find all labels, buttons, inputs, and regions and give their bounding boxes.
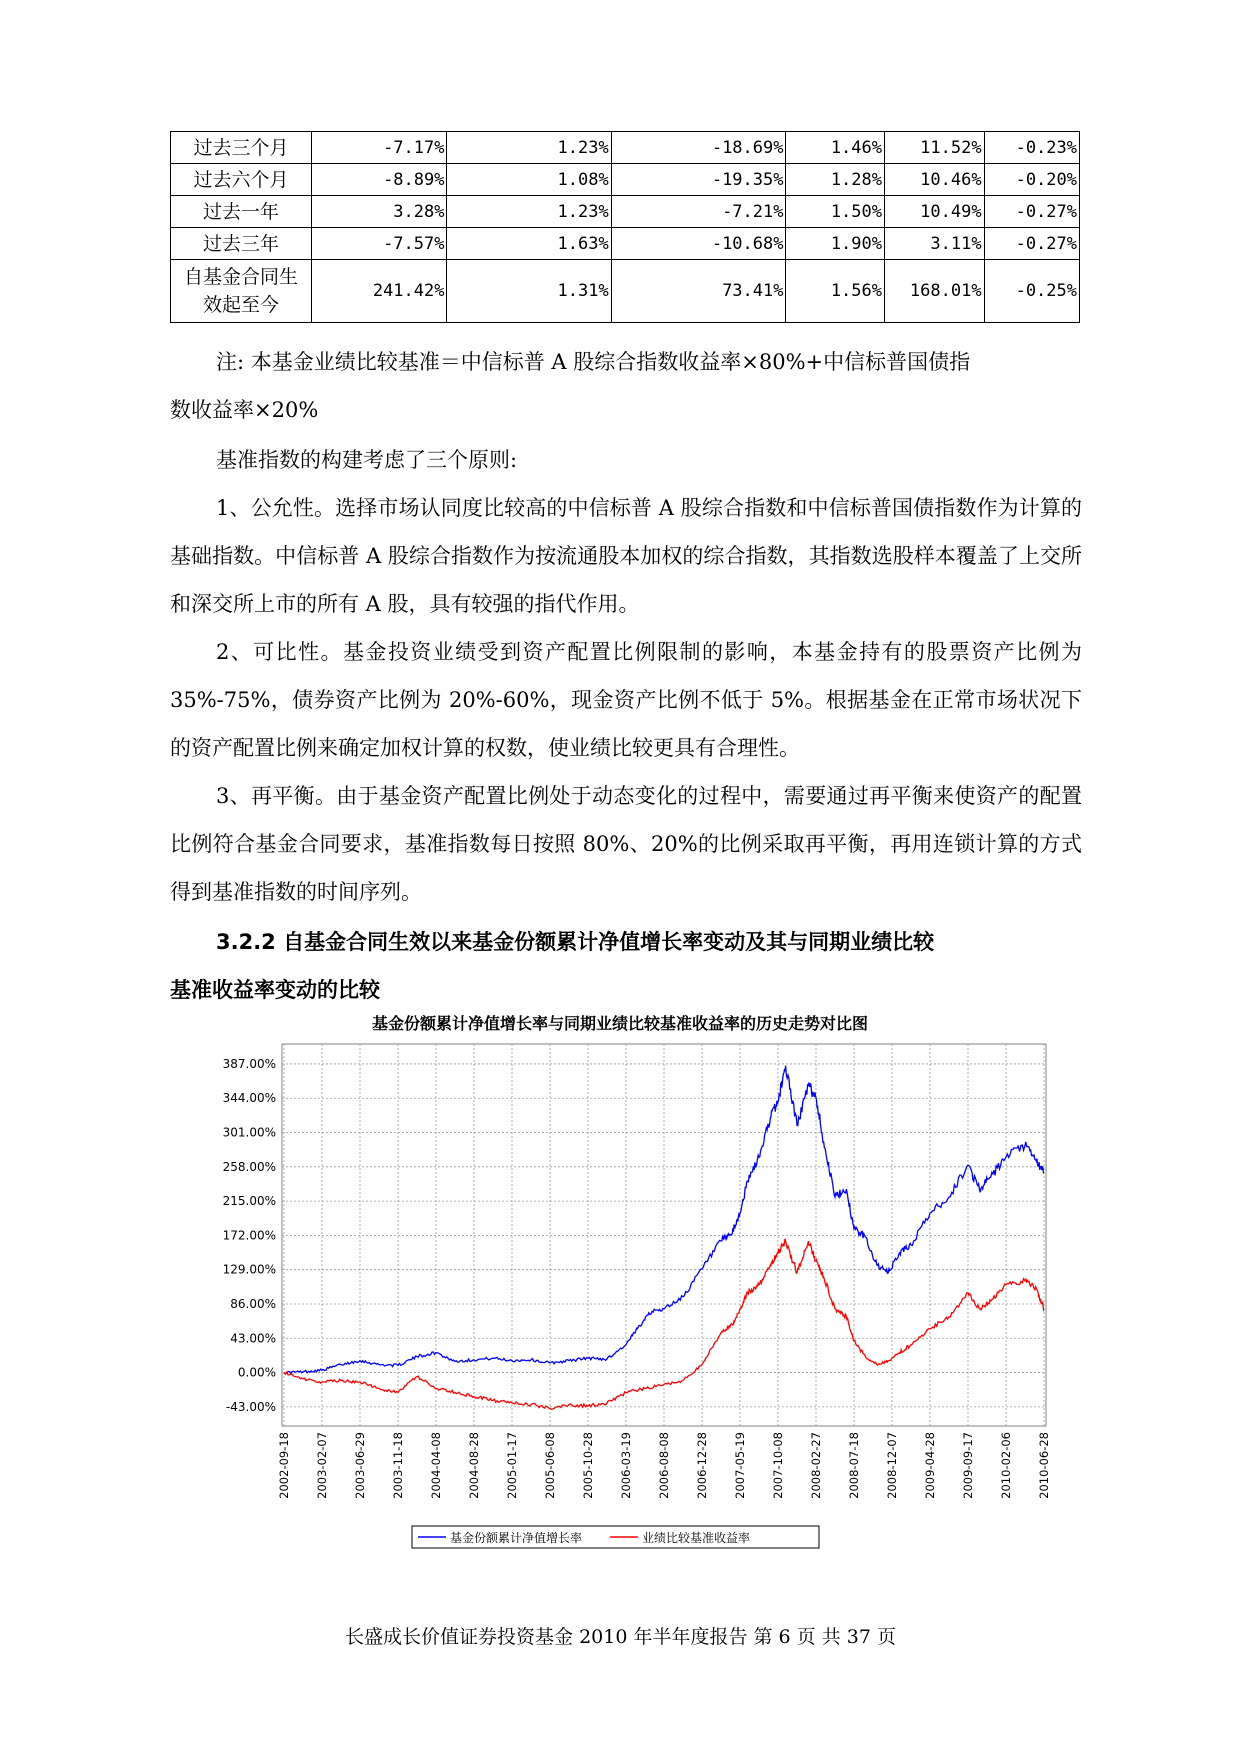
table-cell: -0.25% (984, 260, 1079, 323)
table-cell: -7.57% (311, 228, 447, 260)
x-tick-label: 2009-09-17 (961, 1432, 975, 1499)
table-cell: 1.23% (447, 196, 611, 228)
table-row (171, 228, 1080, 260)
table-cell: 73.41% (611, 260, 786, 323)
row-label: 过去三个月 (171, 132, 312, 164)
x-tick-label: 2008-12-07 (885, 1432, 899, 1499)
table-cell: -0.20% (984, 164, 1079, 196)
legend-label-fund: 基金份额累计净值增长率 (450, 1531, 583, 1545)
table-cell: 1.50% (786, 196, 885, 228)
table-row (171, 260, 1080, 323)
x-tick-label: 2005-06-08 (543, 1432, 557, 1499)
principle-3-text: 3、再平衡。由于基金资产配置比例处于动态变化的过程中，需要通过再平衡来使资产的配置比例符合基金合同要求，基准指数每日按照 80%、20%的比例采取再平衡，再用连锁计算的方式得到基准指数的时间序列。 (170, 784, 1082, 904)
principles-intro (170, 436, 1082, 484)
y-tick-label: 215.00% (222, 1194, 276, 1209)
x-tick-label: 2006-12-28 (695, 1432, 709, 1499)
table-cell: 10.49% (885, 196, 985, 228)
legend-label-benchmark: 业绩比较基准收益率 (642, 1531, 751, 1545)
row-label-line: 效起至今 (202, 294, 279, 316)
y-tick-label: 0.00% (237, 1365, 276, 1380)
principle-3 (170, 772, 1082, 916)
table-row (171, 132, 1080, 164)
legend (412, 1526, 819, 1548)
table-cell: 3.28% (311, 196, 447, 228)
x-tick-label: 2003-02-07 (315, 1432, 329, 1499)
table-cell: -7.17% (311, 132, 447, 164)
table-cell: 168.01% (885, 260, 985, 323)
principle-1-text: 1、公允性。选择市场认同度比较高的中信标普 A 股综合指数和中信标普国债指数作为计算的基础指数。中信标普 A 股综合指数作为按流通股本加权的综合指数，其指数选股样本覆盖了上交所和深交所上市的所有 A 股，具有较强的指代作用。 (170, 496, 1082, 616)
table-cell: -19.35% (611, 164, 786, 196)
x-tick-label: 2009-04-28 (923, 1432, 937, 1499)
table-cell: 1.63% (447, 228, 611, 260)
table-cell: -0.27% (984, 196, 1079, 228)
x-tick-label: 2007-05-19 (733, 1432, 747, 1499)
principles-intro-text: 基准指数的构建考虑了三个原则: (216, 448, 518, 472)
table-cell: 1.56% (786, 260, 885, 323)
x-tick-label: 2008-07-18 (847, 1432, 861, 1499)
table-cell: 1.46% (786, 132, 885, 164)
x-tick-label: 2007-10-08 (771, 1432, 785, 1499)
x-tick-label: 2005-01-17 (505, 1432, 519, 1499)
performance-table (170, 131, 1080, 323)
table-cell: 11.52% (885, 132, 985, 164)
row-label: 过去一年 (171, 196, 312, 228)
x-tick-label: 2006-08-08 (657, 1432, 671, 1499)
y-tick-label: 387.00% (222, 1056, 276, 1071)
table-cell: 1.28% (786, 164, 885, 196)
x-tick-label: 2008-02-27 (809, 1432, 823, 1499)
x-tick-label: 2004-04-08 (429, 1432, 443, 1499)
x-tick-label: 2005-10-28 (581, 1432, 595, 1499)
x-axis-ticks (277, 1432, 1051, 1499)
x-tick-label: 2003-11-18 (391, 1432, 405, 1499)
x-tick-label: 2010-06-28 (1037, 1432, 1051, 1499)
y-tick-label: 43.00% (230, 1331, 276, 1346)
performance-chart (180, 1008, 1060, 1608)
table-cell: -8.89% (311, 164, 447, 196)
table-cell: 1.90% (786, 228, 885, 260)
x-tick-label: 2004-08-28 (467, 1432, 481, 1499)
page-footer: 长盛成长价值证券投资基金 2010 年半年度报告 第 6 页 共 37 页 (345, 1626, 896, 1648)
x-tick-label: 2010-02-06 (999, 1432, 1013, 1499)
row-label-line: 自基金合同生 (183, 266, 298, 288)
principle-2-text: 2、可比性。基金投资业绩受到资产配置比例限制的影响，本基金持有的股票资产比例为 35%-75%，债券资产比例为 20%-60%，现金资产比例不低于 5%。根据基金在正常市场状况下的资产配置比例来确定加权计算的权数，使业绩比较更具有合理性。 (170, 640, 1082, 760)
chart-title: 基金份额累计净值增长率与同期业绩比较基准收益率的历史走势对比图 (371, 1014, 869, 1033)
y-tick-label: 129.00% (222, 1262, 276, 1277)
table-cell: -7.21% (611, 196, 786, 228)
x-tick-label: 2002-09-18 (277, 1432, 291, 1499)
table-row (171, 196, 1080, 228)
table-cell: -0.27% (984, 228, 1079, 260)
y-tick-label: 258.00% (222, 1159, 276, 1174)
note-line-1: 注: 本基金业绩比较基准＝中信标普 A 股综合指数收益率×80%+中信标普国债指 (216, 350, 971, 374)
table-cell: 10.46% (885, 164, 985, 196)
table-cell: -18.69% (611, 132, 786, 164)
table-cell: 241.42% (311, 260, 447, 323)
section-heading (170, 918, 1082, 1014)
row-label (171, 260, 312, 323)
section-heading-line-2: 基准收益率变动的比较 (170, 978, 380, 1002)
x-tick-label: 2003-06-29 (353, 1432, 367, 1499)
y-axis-ticks (223, 1057, 276, 1414)
table-cell: 1.31% (447, 260, 611, 323)
table-row (171, 164, 1080, 196)
row-label: 过去三年 (171, 228, 312, 260)
table-cell: -10.68% (611, 228, 786, 260)
y-tick-label: 86.00% (230, 1296, 276, 1311)
section-heading-line-1: 3.2.2 自基金合同生效以来基金份额累计净值增长率变动及其与同期业绩比较 (216, 930, 935, 954)
table-cell: 1.08% (447, 164, 611, 196)
y-tick-label: 172.00% (222, 1228, 276, 1243)
principle-1 (170, 484, 1082, 628)
benchmark-note (170, 338, 1082, 434)
table-cell: -0.23% (984, 132, 1079, 164)
y-tick-label: 344.00% (222, 1091, 276, 1106)
table-cell: 1.23% (447, 132, 611, 164)
principle-2 (170, 628, 1082, 772)
note-line-2: 数收益率×20% (170, 398, 319, 422)
y-tick-label: 301.00% (222, 1125, 276, 1140)
y-tick-label: -43.00% (225, 1399, 276, 1414)
row-label: 过去六个月 (171, 164, 312, 196)
x-tick-label: 2006-03-19 (619, 1432, 633, 1499)
table-cell: 3.11% (885, 228, 985, 260)
